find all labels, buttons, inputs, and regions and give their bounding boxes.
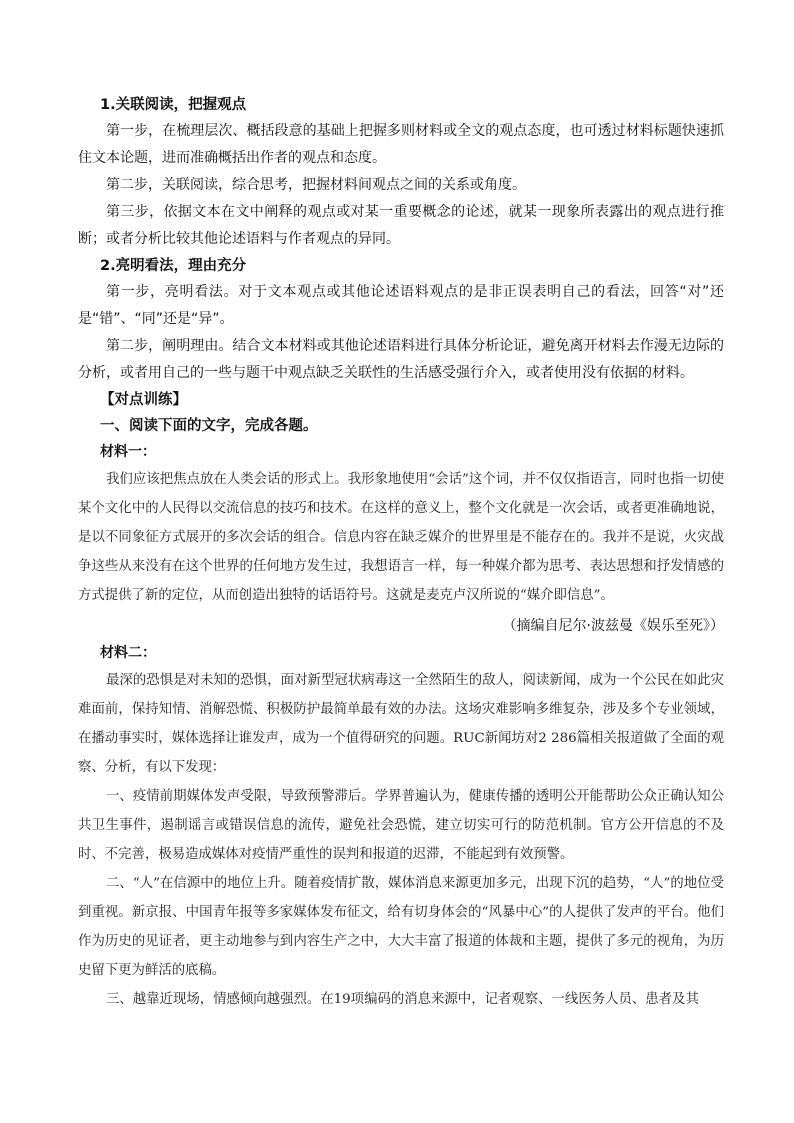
material-2-label: 材料二： [100, 645, 156, 661]
material-1-label: 材料一： [100, 444, 156, 460]
question-heading: 一、阅读下面的文字，完成各题。 [100, 418, 318, 434]
paragraph: 第一步，亮明看法。对于文本观点或其他论述语料观点的是非正误表明自己的看法，回答“对”还是“错”、“同”还是“异”。 [78, 284, 724, 327]
training-title: 【对点训练】 [100, 392, 187, 408]
paragraph: 第三步，依据文本在文中阐释的观点或对某一重要概念的论述，就某一现象所表露出的观点进行推断；或者分析比较其他论述语料与作者观点的异同。 [78, 204, 724, 247]
document-body [78, 92, 724, 1014]
section-heading-1: 1.关联阅读，把握观点 [100, 97, 247, 113]
material-2-paragraph: 最深的恐惧是对未知的恐惧，面对新型冠状病毒这一全然陌生的敌人，阅读新闻，成为一个公民在如此灾难面前，保持知情、消解恐慌、积极防护最简单最有效的办法。这场灾难影响多维复杂，涉及多个专业领域，在播动事实时，媒体选择让谁发声，成为一个值得研究的问题。RUC新闻坊对2 286篇相关报道做了全面的观察、分析，有以下发现： [78, 673, 724, 775]
material-2-paragraph: 二、“人”在信源中的地位上升。随着疫情扩散，媒体消息来源更加多元，出现下沉的趋势，“人”的地位受到重视。新京报、中国青年报等多家媒体发布征文，给有切身体会的“风暴中心”的人提供了发声的平台。他们作为历史的见证者，更主动地参与到内容生产之中，大大丰富了报道的体裁和主题，提供了多元的视角，为历史留下更为鲜活的底稿。 [78, 876, 724, 978]
material-2-paragraph: 三、越靠近现场，情感倾向越强烈。在19项编码的消息来源中，记者观察、一线医务人员、患者及其 [106, 992, 699, 1007]
material-2-paragraph: 一、疫情前期媒体发声受限，导致预警滞后。学界普遍认为，健康传播的透明公开能帮助公众正确认知公共卫生事件，遏制谣言或错误信息的流传，避免社会恐慌，建立切实可行的防范机制。官方公开信息的不及时、不完善，极易造成媒体对疫情严重性的误判和报道的迟滞，不能起到有效预警。 [78, 789, 724, 862]
material-1-source: （摘编自尼尔·波兹曼《娱乐至死》） [502, 618, 724, 634]
material-1-text: 我们应该把焦点放在人类会话的形式上。我形象地使用“会话”这个词，并不仅仅指语言，同时也指一切使某个文化中的人民得以交流信息的技巧和技术。在这样的意义上，整个文化就是一次会话，或者更准确地说，是以不同象征方式展开的多次会话的组合。信息内容在缺乏媒介的世界里是不能存在的。我并不是说，火灾战争这些从来没有在这个世界的任何地方发生过，我想语言一样，每一种媒介都为思考、表达思想和抒发情感的方式提供了新的定位，从而创造出独特的话语符号。这就是麦克卢汉所说的“媒介即信息”。 [78, 472, 724, 603]
paragraph: 第二步，阐明理由。结合文本材料或其他论述语料进行具体分析论证，避免离开材料去作漫无边际的分析，或者用自己的一些与题干中观点缺乏关联性的生活感受强行介入，或者使用没有依据的材料。 [78, 338, 724, 381]
paragraph: 第一步，在梳理层次、概括段意的基础上把握多则材料或全文的观点态度，也可透过材料标题快速抓住文本论题，进而准确概括出作者的观点和态度。 [78, 123, 724, 166]
paragraph: 第二步，关联阅读，综合思考，把握材料间观点之间的关系或角度。 [106, 177, 526, 193]
section-heading-2: 2.亮明看法，理由充分 [100, 258, 247, 274]
